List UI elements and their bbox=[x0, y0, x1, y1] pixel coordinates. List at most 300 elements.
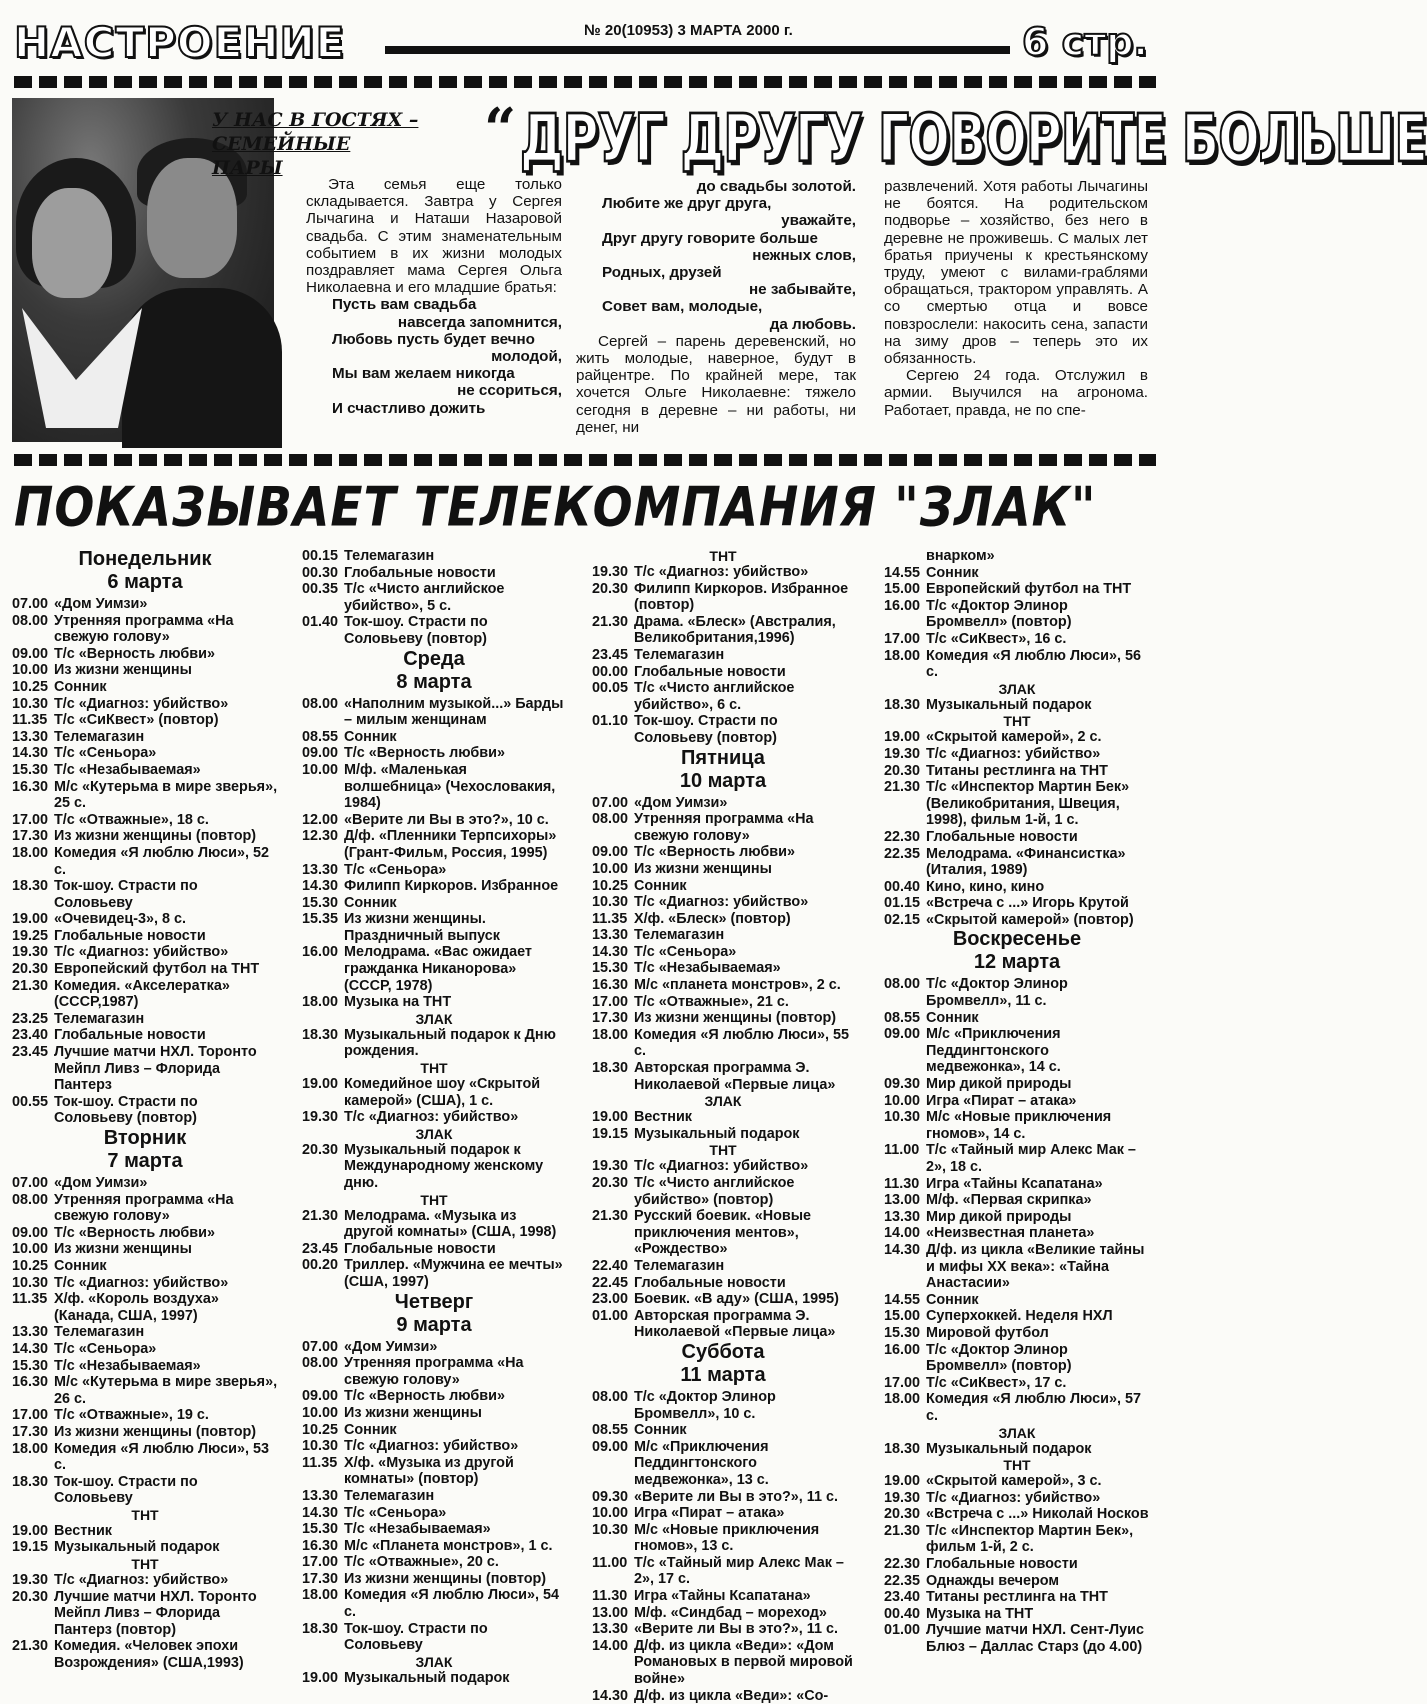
program-row bbox=[592, 1275, 854, 1292]
program-time: 10.00 bbox=[592, 1505, 629, 1522]
program-row bbox=[884, 1391, 1150, 1424]
program-title: Т/с «Диагноз: убийство» bbox=[54, 1572, 229, 1589]
program-row bbox=[884, 1375, 1150, 1392]
day-heading: Четверг bbox=[394, 1290, 474, 1313]
program-time: 09.00 bbox=[302, 745, 339, 762]
program-time: 07.00 bbox=[592, 794, 629, 811]
program-time: 14.55 bbox=[884, 564, 921, 581]
program-time: 10.00 bbox=[302, 1404, 339, 1421]
program-time: 16.30 bbox=[302, 1537, 339, 1554]
program-row bbox=[12, 1192, 278, 1225]
program-row bbox=[884, 1093, 1150, 1110]
poem-line: Любите же друг друга, bbox=[602, 195, 772, 213]
program-row bbox=[592, 994, 854, 1011]
program-time: 21.30 bbox=[302, 1207, 339, 1224]
program-row bbox=[592, 1621, 854, 1638]
program-title: «Неизвестная планета» bbox=[926, 1225, 1095, 1242]
program-time: 14.30 bbox=[592, 1687, 629, 1704]
program-time: 07.00 bbox=[12, 1175, 49, 1191]
program-title: Т/с «Верность любви» bbox=[54, 645, 215, 662]
program-row bbox=[592, 1027, 854, 1060]
program-row bbox=[12, 961, 278, 978]
channel-label: ЗЛАК bbox=[998, 680, 1036, 697]
program-row bbox=[12, 1011, 278, 1028]
program-time: 13.30 bbox=[302, 861, 339, 878]
program-time: 15.30 bbox=[302, 894, 339, 911]
program-row bbox=[12, 1572, 278, 1589]
day-heading: Суббота bbox=[681, 1340, 765, 1363]
quote-mark: “ bbox=[484, 96, 517, 162]
program-row bbox=[884, 746, 1150, 763]
program-title: Музыкальный подарок к Международному женскому дню. bbox=[344, 1141, 544, 1191]
program-title: Телемагазин bbox=[54, 1324, 145, 1341]
program-title: Музыкальный подарок bbox=[926, 696, 1092, 713]
program-title: «Верите ли Вы в это?», 11 с. bbox=[634, 1621, 839, 1638]
program-title: Суперхоккей. Неделя НХЛ bbox=[926, 1308, 1113, 1325]
program-time: 18.00 bbox=[592, 1026, 629, 1043]
program-title: М/с «Новые приключения гномов», 13 с. bbox=[634, 1521, 820, 1555]
program-time: 13.00 bbox=[592, 1604, 629, 1621]
program-row bbox=[12, 662, 278, 679]
program-title: Музыкальный подарок bbox=[54, 1539, 220, 1556]
program-title: Т/с «Сеньора» bbox=[54, 1340, 157, 1357]
dashed-divider-middle bbox=[14, 454, 1156, 466]
program-row bbox=[884, 1523, 1150, 1556]
program-row bbox=[12, 1424, 278, 1441]
program-time: 17.00 bbox=[884, 1374, 921, 1391]
program-title: Глобальные новости bbox=[54, 1027, 206, 1044]
program-title: Мир дикой природы bbox=[926, 1208, 1072, 1225]
program-title: М/с «Приключения Педдингтонского медвежонка», 14 с. bbox=[926, 1026, 1061, 1076]
program-row bbox=[884, 1076, 1150, 1093]
program-time: 09.00 bbox=[592, 1438, 629, 1455]
program-time: 08.00 bbox=[592, 811, 629, 828]
program-time: 23.00 bbox=[592, 1291, 629, 1308]
program-row bbox=[884, 895, 1150, 912]
program-row bbox=[12, 1225, 278, 1242]
program-title: Драма. «Блеск» (Австралия, Великобритания,1996) bbox=[634, 613, 836, 647]
program-row bbox=[302, 878, 566, 895]
program-title: «Верите ли Вы в это?», 11 с. bbox=[634, 1488, 839, 1505]
program-title: Т/с «Незабываемая» bbox=[634, 960, 781, 977]
program-row bbox=[592, 647, 854, 664]
program-row bbox=[884, 1441, 1150, 1458]
program-title: Т/с «Сеньора» bbox=[54, 745, 157, 762]
program-time: 08.55 bbox=[592, 1422, 629, 1439]
program-row bbox=[884, 1622, 1150, 1655]
program-time: 07.00 bbox=[12, 596, 49, 612]
program-row bbox=[884, 976, 1150, 1009]
channel-label: ТНТ bbox=[420, 1191, 448, 1208]
program-time: 19.15 bbox=[592, 1125, 629, 1142]
program-row bbox=[12, 1094, 278, 1127]
program-row bbox=[12, 1474, 278, 1507]
program-time: 21.30 bbox=[592, 1208, 629, 1225]
program-time: 15.30 bbox=[884, 1324, 921, 1341]
program-time: 20.30 bbox=[592, 1175, 629, 1191]
program-time: 16.30 bbox=[12, 778, 49, 795]
program-time: 14.30 bbox=[302, 1504, 339, 1521]
day-heading: Пятница bbox=[681, 746, 765, 769]
poem-line: нежных слов, bbox=[752, 246, 856, 264]
program-time: 11.00 bbox=[884, 1142, 920, 1159]
program-time: 11.35 bbox=[592, 910, 628, 927]
poem-stanza bbox=[576, 178, 856, 333]
program-time: 18.30 bbox=[302, 1026, 339, 1043]
program-row bbox=[12, 1291, 278, 1324]
program-row bbox=[592, 1126, 854, 1143]
program-time: 19.30 bbox=[302, 1109, 339, 1126]
program-row bbox=[592, 564, 854, 581]
program-title: Комедия «Я люблю Люси», 57 с. bbox=[926, 1391, 1142, 1424]
article-paragraph: Эта семья еще только складывается. Завтра у Сергея Лычагина и Наташи Назаровой свадьба. С этим знаменательным событием в их жизни молодых поздравляет мама Сергея Ольга Николаевна и его младшие братья: bbox=[306, 176, 562, 297]
program-row bbox=[302, 1455, 566, 1488]
program-title: Глобальные новости bbox=[926, 1556, 1078, 1573]
masthead-rule bbox=[385, 46, 1010, 54]
program-time: 11.35 bbox=[302, 1454, 338, 1471]
program-time: 19.00 bbox=[884, 729, 921, 746]
program-title: Т/с «Верность любви» bbox=[634, 844, 795, 861]
program-row bbox=[302, 548, 566, 565]
program-time: 00.05 bbox=[592, 680, 629, 697]
program-row bbox=[884, 1010, 1150, 1027]
program-time: 15.35 bbox=[302, 911, 339, 928]
program-row bbox=[884, 565, 1150, 582]
channel-label: ЗЛАК bbox=[415, 1125, 453, 1142]
program-time: 09.30 bbox=[884, 1076, 921, 1093]
program-row bbox=[592, 1389, 854, 1422]
poem-line: Мы вам желаем никогда bbox=[332, 365, 515, 383]
program-row bbox=[12, 613, 278, 646]
program-title: Кино, кино, кино bbox=[926, 878, 1045, 895]
program-title: Телемагазин bbox=[634, 1257, 725, 1274]
program-title: Т/с «Диагноз: убийство» bbox=[634, 564, 809, 580]
program-title: Комедия «Я люблю Люси», 54 с. bbox=[344, 1587, 560, 1621]
program-row bbox=[12, 1324, 278, 1341]
poem-line: до свадьбы золотой. bbox=[696, 178, 856, 195]
program-time: 00.00 bbox=[592, 663, 629, 680]
program-row bbox=[884, 829, 1150, 846]
program-title: Т/с «Сеньора» bbox=[344, 861, 447, 878]
program-time: 20.30 bbox=[302, 1141, 339, 1158]
program-title: «Очевидец-3», 8 с. bbox=[54, 911, 187, 928]
program-time: 16.30 bbox=[12, 1374, 49, 1391]
program-time: 16.00 bbox=[884, 1341, 921, 1358]
program-title: Телемагазин bbox=[54, 728, 145, 745]
program-title: Т/с «Отважные», 21 с. bbox=[634, 993, 789, 1010]
program-time: 15.30 bbox=[302, 1521, 339, 1538]
program-time: 10.30 bbox=[592, 1521, 629, 1538]
program-title: «Наполним музыкой...» Барды – милым женщинам bbox=[344, 695, 564, 729]
program-row bbox=[302, 1109, 566, 1126]
program-title: Комедийное шоу «Скрытой камерой» (США), 1 с. bbox=[344, 1076, 541, 1109]
program-row bbox=[884, 779, 1150, 829]
program-title: М/с «Кутерьма в мире зверья», 25 с. bbox=[54, 778, 278, 812]
program-title: Комедия «Я люблю Люси», 52 с. bbox=[54, 844, 270, 878]
program-row bbox=[302, 1241, 566, 1258]
program-title: Т/с «Чисто английское убийство», 5 с. bbox=[344, 581, 505, 614]
program-time: 10.25 bbox=[302, 1421, 339, 1438]
program-time: 23.45 bbox=[592, 646, 629, 663]
program-time: 08.00 bbox=[12, 612, 49, 629]
program-time: 14.30 bbox=[12, 745, 49, 762]
program-title: Мир дикой природы bbox=[926, 1076, 1072, 1093]
program-row bbox=[592, 1588, 854, 1605]
program-row bbox=[12, 1523, 278, 1540]
program-row bbox=[592, 1158, 854, 1175]
channel-label: ТНТ bbox=[1003, 713, 1031, 730]
program-title: «Встреча с ...» Игорь Крутой bbox=[926, 895, 1129, 912]
program-title: «Скрытой камерой» (повтор) bbox=[926, 911, 1134, 928]
program-time: 22.40 bbox=[592, 1257, 629, 1274]
program-row bbox=[592, 811, 854, 844]
program-time: 09.00 bbox=[884, 1026, 921, 1043]
program-row bbox=[302, 1670, 566, 1687]
program-time: 00.30 bbox=[302, 564, 339, 581]
article-paragraph: развлечений. Хотя работы Лычагины не боятся. На родительском подворье – хозяйство, без него в деревне не проживешь. С малых лет братья приучены к крестьянскому труду, умеют с вилами-граблями обращаться, трактором управлять. А со смертью отца и вовсе повзрослели: накосить сена, запасти на зиму дров – теперь это их обязанность. bbox=[884, 178, 1148, 368]
program-title: Из жизни женщины (повтор) bbox=[344, 1570, 547, 1587]
program-time: 08.00 bbox=[302, 1355, 339, 1372]
program-row bbox=[12, 779, 278, 812]
channel-label: ТНТ bbox=[1003, 1457, 1031, 1474]
program-title: Т/с «Отважные», 20 с. bbox=[344, 1554, 499, 1571]
program-row bbox=[12, 696, 278, 713]
program-title: Сонник bbox=[926, 564, 979, 581]
program-row bbox=[592, 1175, 854, 1208]
program-time: 00.40 bbox=[884, 878, 921, 895]
program-time: 23.45 bbox=[12, 1044, 49, 1061]
program-time: 08.55 bbox=[302, 728, 339, 745]
poem-line: навсегда запомнится, bbox=[397, 313, 562, 331]
channel-label: ТНТ bbox=[709, 1142, 737, 1159]
program-row bbox=[884, 631, 1150, 648]
program-title: Ток-шоу. Страсти по Соловьеву (повтор) bbox=[634, 713, 778, 746]
program-row bbox=[884, 697, 1150, 714]
program-row bbox=[12, 1358, 278, 1375]
poem-line: И счастливо дожить bbox=[332, 399, 486, 417]
program-title: Из жизни женщины bbox=[634, 860, 772, 877]
program-title: Ток-шоу. Страсти по Соловьеву (повтор) bbox=[344, 614, 488, 647]
program-title: Комедия «Я люблю Люси», 55 с. bbox=[634, 1026, 850, 1060]
program-time: 22.35 bbox=[884, 1572, 921, 1589]
program-title: Т/с «Сеньора» bbox=[344, 1504, 447, 1521]
program-time: 00.20 bbox=[302, 1257, 339, 1274]
program-time: 11.35 bbox=[12, 1291, 48, 1308]
program-time: 23.40 bbox=[884, 1589, 921, 1606]
program-row bbox=[302, 745, 566, 762]
program-title: Филипп Киркоров. Избранное bbox=[344, 878, 559, 895]
program-time bbox=[884, 548, 926, 565]
date-heading: 11 марта bbox=[680, 1363, 766, 1386]
date-heading: 9 марта bbox=[396, 1313, 472, 1336]
program-row bbox=[12, 828, 278, 845]
program-title: М/ф. «Первая скрипка» bbox=[926, 1192, 1092, 1209]
program-title: Т/с «Чисто английское убийство» (повтор) bbox=[634, 1175, 795, 1208]
program-time: 19.30 bbox=[12, 1572, 49, 1589]
day-heading: Понедельник bbox=[78, 548, 212, 570]
program-title: Музыкальный подарок bbox=[344, 1669, 510, 1686]
program-time: 17.00 bbox=[884, 630, 921, 647]
program-title: Сонник bbox=[926, 1009, 979, 1026]
program-time: 14.00 bbox=[592, 1637, 629, 1654]
program-time: 19.00 bbox=[884, 1473, 921, 1490]
program-row bbox=[302, 762, 566, 812]
program-time: 18.00 bbox=[302, 994, 339, 1011]
program-title: Т/с «Отважные», 18 с. bbox=[54, 811, 209, 828]
program-title: Комедия «Я люблю Люси», 56 с. bbox=[926, 647, 1142, 681]
program-title: Т/с «СиКвест» (повтор) bbox=[54, 712, 219, 729]
channel-label: ЗЛАК bbox=[704, 1093, 742, 1110]
program-title: Из жизни женщины (повтор) bbox=[54, 1423, 257, 1440]
tv-section-title: ПОКАЗЫВАЕТ ТЕЛЕКОМПАНИЯ "ЗЛАК" bbox=[14, 476, 1097, 540]
program-row bbox=[302, 565, 566, 582]
program-time: 00.15 bbox=[302, 548, 339, 564]
program-row bbox=[884, 912, 1150, 929]
program-time: 11.30 bbox=[884, 1175, 920, 1192]
program-title: Т/с «Доктор Элинор Бромвелл», 10 с. bbox=[634, 1388, 776, 1422]
program-title: Ток-шоу. Страсти по Соловьеву (повтор) bbox=[54, 1093, 198, 1127]
section-name: НАСТРОЕНИЕ bbox=[14, 18, 346, 67]
program-row bbox=[592, 680, 854, 713]
program-row bbox=[884, 1589, 1150, 1606]
program-title: М/с «планета монстров», 2 с. bbox=[634, 977, 841, 994]
program-title: Т/с «Незабываемая» bbox=[344, 1521, 491, 1538]
program-time: 13.30 bbox=[884, 1208, 921, 1225]
program-title: Глобальные новости bbox=[634, 1274, 786, 1291]
channel-label: ЗЛАК bbox=[415, 1653, 453, 1670]
program-title: Т/с «Диагноз: убийство» bbox=[344, 1109, 519, 1126]
program-title: Из жизни женщины bbox=[54, 1241, 192, 1258]
program-time: 14.30 bbox=[884, 1241, 921, 1258]
program-title: Сонник bbox=[344, 728, 397, 745]
program-time: 18.00 bbox=[302, 1587, 339, 1604]
program-row bbox=[12, 1407, 278, 1424]
date-heading: 6 марта bbox=[107, 571, 183, 593]
program-title: Т/с «Доктор Элинор Бромвелл» (повтор) bbox=[926, 597, 1072, 631]
program-row bbox=[12, 1341, 278, 1358]
program-title: Русский боевик. «Новые приключения ментов», «Рождество» bbox=[634, 1208, 812, 1258]
program-time: 10.25 bbox=[12, 1257, 49, 1274]
program-title: Музыкальный подарок к Дню рождения. bbox=[344, 1026, 556, 1060]
program-time: 21.30 bbox=[884, 1522, 921, 1539]
program-time: 17.00 bbox=[592, 993, 629, 1010]
masthead bbox=[0, 0, 1170, 72]
program-title: Т/с «Диагноз: убийство» bbox=[634, 1158, 809, 1175]
program-time: 17.30 bbox=[592, 1010, 629, 1027]
program-time: 14.30 bbox=[302, 878, 339, 895]
program-time: 16.00 bbox=[884, 597, 921, 614]
program-title: Д/ф. из цикла «Веди»: «Со- bbox=[634, 1687, 829, 1704]
program-time: 17.00 bbox=[12, 1407, 49, 1424]
program-title: Т/с «Диагноз: убийство» bbox=[926, 745, 1101, 762]
program-row bbox=[592, 614, 854, 647]
program-row bbox=[592, 1308, 854, 1341]
program-row bbox=[12, 911, 278, 928]
program-title: Сонник bbox=[344, 1421, 397, 1438]
program-time: 07.00 bbox=[302, 1338, 339, 1355]
program-title: М/с «Планета монстров», 1 с. bbox=[344, 1537, 553, 1554]
program-title: Т/с «СиКвест», 17 с. bbox=[926, 1374, 1067, 1391]
program-row bbox=[884, 1342, 1150, 1375]
program-title: «Дом Уимзи» bbox=[344, 1338, 438, 1355]
program-time: 01.00 bbox=[884, 1622, 921, 1639]
day-heading: Среда bbox=[403, 647, 465, 670]
program-title: Музыкальный подарок bbox=[926, 1440, 1092, 1457]
program-title: Мелодрама. «Финансистка» (Италия, 1989) bbox=[926, 845, 1126, 879]
program-title: Х/ф. «Музыка из другой комнаты» (повтор) bbox=[344, 1454, 514, 1488]
program-time: 20.30 bbox=[12, 961, 49, 978]
program-title: Из жизни женщины (повтор) bbox=[54, 828, 257, 845]
program-time: 13.30 bbox=[12, 1324, 49, 1341]
program-title: Т/с «Тайный мир Алекс Мак – 2», 17 с. bbox=[634, 1554, 844, 1588]
program-time: 10.30 bbox=[12, 695, 49, 712]
program-time: 11.35 bbox=[12, 712, 48, 729]
program-time: 22.30 bbox=[884, 828, 921, 845]
poem-line: Совет вам, молодые, bbox=[602, 298, 763, 316]
channel-label: ТНТ bbox=[709, 548, 737, 564]
program-row bbox=[592, 894, 854, 911]
program-time: 23.25 bbox=[12, 1010, 49, 1027]
poem-line: Друг другу говорите больше bbox=[602, 229, 818, 247]
program-time: 16.00 bbox=[302, 944, 339, 961]
program-row bbox=[302, 1257, 566, 1290]
program-time: 09.00 bbox=[12, 645, 49, 662]
program-title: Т/с «Инспектор Мартин Бек» (Великобритания, Швеция, 1998), фильм 1-й, 1 с. bbox=[926, 779, 1130, 829]
program-time: 02.15 bbox=[884, 911, 921, 928]
program-time: 11.00 bbox=[592, 1554, 628, 1571]
program-time: 18.00 bbox=[12, 844, 49, 861]
program-title: М/ф. «Синдбад – мореход» bbox=[634, 1604, 827, 1621]
program-row bbox=[302, 828, 566, 861]
program-time: 15.30 bbox=[12, 761, 49, 778]
program-row bbox=[12, 845, 278, 878]
program-row bbox=[302, 1505, 566, 1522]
program-row bbox=[302, 1208, 566, 1241]
program-row bbox=[592, 844, 854, 861]
program-row bbox=[884, 581, 1150, 598]
program-title: Т/с «Диагноз: убийство» bbox=[344, 1438, 519, 1455]
program-title: Т/с «Диагноз: убийство» bbox=[634, 894, 809, 911]
program-title: Телемагазин bbox=[634, 646, 725, 663]
program-title: «Дом Уимзи» bbox=[54, 1175, 148, 1191]
program-title: Европейский футбол на ТНТ bbox=[926, 581, 1132, 598]
channel-label: ЗЛАК bbox=[998, 1424, 1036, 1441]
program-title: Авторская программа Э. Николаевой «Первые лица» bbox=[634, 1307, 836, 1341]
program-time: 14.55 bbox=[884, 1291, 921, 1308]
program-title: Т/с «Диагноз: убийство» bbox=[54, 1274, 229, 1291]
program-title: Из жизни женщины bbox=[344, 1404, 482, 1421]
program-title: М/с «Новые приключения гномов», 14 с. bbox=[926, 1109, 1112, 1142]
program-time: 20.30 bbox=[12, 1588, 49, 1605]
date-heading: 12 марта bbox=[973, 951, 1061, 974]
program-time: 01.00 bbox=[592, 1307, 629, 1324]
program-title: Сонник bbox=[634, 877, 687, 894]
poem-line: не забывайте, bbox=[748, 281, 856, 299]
program-time: 10.30 bbox=[12, 1274, 49, 1291]
program-row bbox=[12, 1374, 278, 1407]
program-row bbox=[302, 812, 566, 829]
program-row bbox=[592, 1522, 854, 1555]
program-row bbox=[302, 1554, 566, 1571]
program-time: 17.30 bbox=[302, 1570, 339, 1587]
program-time: 14.30 bbox=[592, 943, 629, 960]
program-row bbox=[884, 1192, 1150, 1209]
program-title: «Встреча с ...» Николай Носков bbox=[926, 1506, 1149, 1523]
program-row bbox=[12, 762, 278, 779]
program-title: Утренняя программа «На свежую голову» bbox=[54, 612, 234, 646]
program-row bbox=[884, 1109, 1150, 1142]
program-row bbox=[884, 1473, 1150, 1490]
